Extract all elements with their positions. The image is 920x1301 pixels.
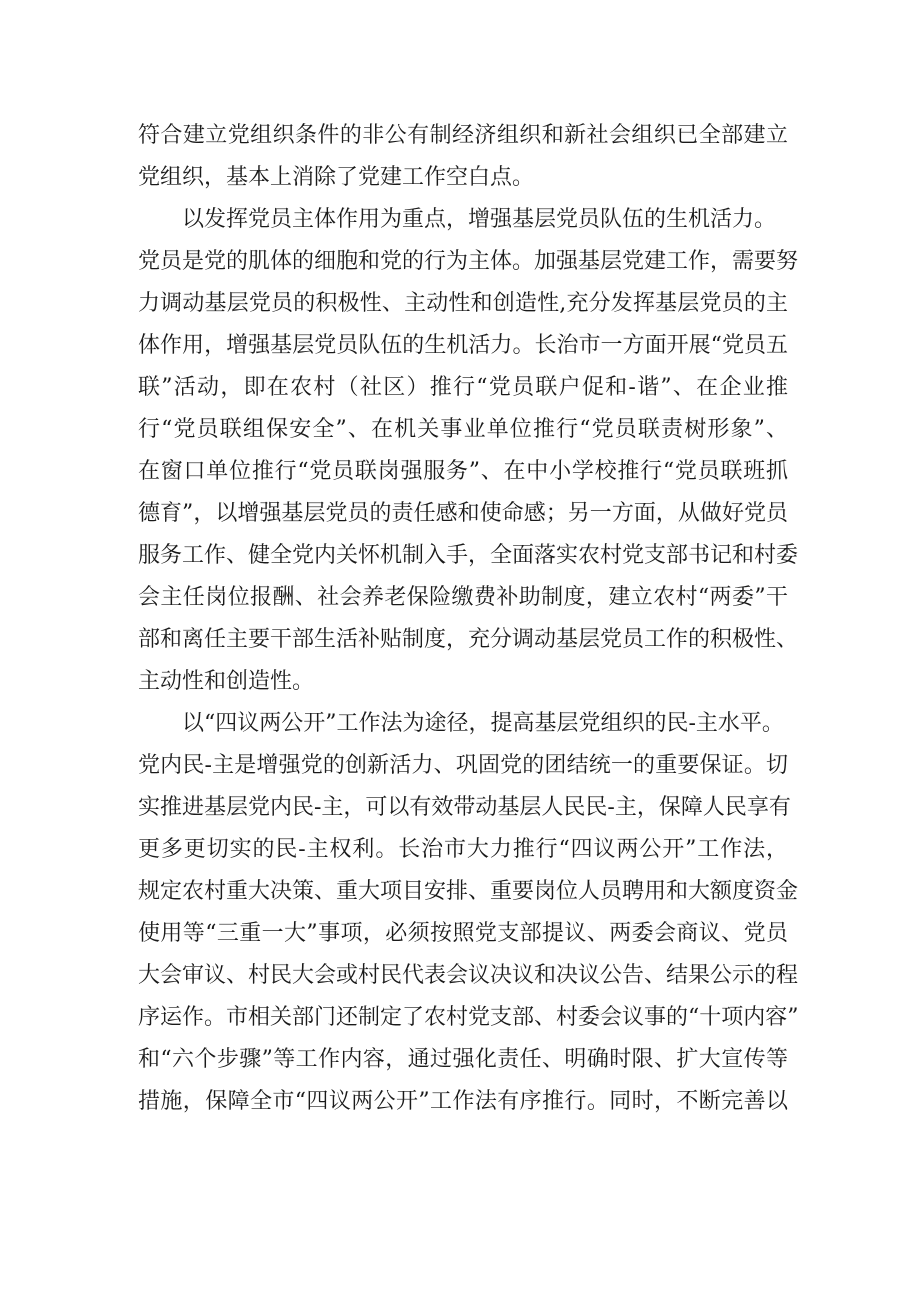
text-line: 德育”，以增强基层党员的责任感和使命感；另一方面，从做好党员 — [138, 501, 788, 526]
paragraph-heading-line: 以“四议两公开”工作法为途径，提高基层党组织的民-主水平。 — [182, 711, 784, 736]
paragraph-heading-line: 以发挥党员主体作用为重点，增强基层党员队伍的生机活力。 — [182, 207, 777, 232]
text-line: 联”活动，即在农村（社区）推行“党员联户促和-谐”、在企业推 — [138, 375, 788, 400]
text-line: 党组织，基本上消除了党建工作空白点。 — [138, 165, 535, 190]
text-line: 和“六个步骤”等工作内容，通过强化责任、明确时限、扩大宣传等 — [138, 1047, 788, 1072]
text-line: 会主任岗位报酬、社会养老保险缴费补助制度，建立农村“两委”干 — [138, 585, 788, 610]
text-line: 符合建立党组织条件的非公有制经济组织和新社会组织已全部建立 — [138, 123, 788, 148]
text-line: 序运作。市相关部门还制定了农村党支部、村委会议事的“十项内容” — [138, 1005, 799, 1030]
text-line: 更多更切实的民-主权利。长治市大力推行“四议两公开”工作法， — [138, 837, 788, 862]
text-line: 部和离任主要干部生活补贴制度，充分调动基层党员工作的积极性、 — [138, 627, 799, 652]
text-line: 使用等“三重一大”事项，必须按照党支部提议、两委会商议、党员 — [138, 921, 788, 946]
text-line: 行“党员联组保安全”、在机关事业单位推行“党员联责树形象”、 — [138, 417, 788, 442]
text-line: 主动性和创造性。 — [138, 669, 315, 694]
text-line: 实推进基层党内民-主，可以有效带动基层人民民-主，保障人民享有 — [138, 795, 791, 820]
text-line: 在窗口单位推行“党员联岗强服务”、在中小学校推行“党员联班抓 — [138, 459, 788, 484]
text-line: 大会审议、村民大会或村民代表会议决议和决议公告、结果公示的程 — [138, 963, 799, 988]
text-line: 服务工作、健全党内关怀机制入手，全面落实农村党支部书记和村委 — [138, 543, 799, 568]
text-line: 力调动基层党员的积极性、主动性和创造性,充分发挥基层党员的主 — [138, 291, 788, 316]
body-text — [138, 115, 799, 1123]
text-line: 党内民-主是增强党的创新活力、巩固党的团结统一的重要保证。切 — [138, 753, 788, 778]
text-line: 体作用，增强基层党员队伍的生机活力。长治市一方面开展“党员五 — [138, 333, 788, 358]
text-line: 措施，保障全市“四议两公开”工作法有序推行。同时，不断完善以 — [138, 1089, 788, 1114]
text-line: 规定农村重大决策、重大项目安排、重要岗位人员聘用和大额度资金 — [138, 879, 799, 904]
text-line: 党员是党的肌体的细胞和党的行为主体。加强基层党建工作，需要努 — [138, 249, 799, 274]
